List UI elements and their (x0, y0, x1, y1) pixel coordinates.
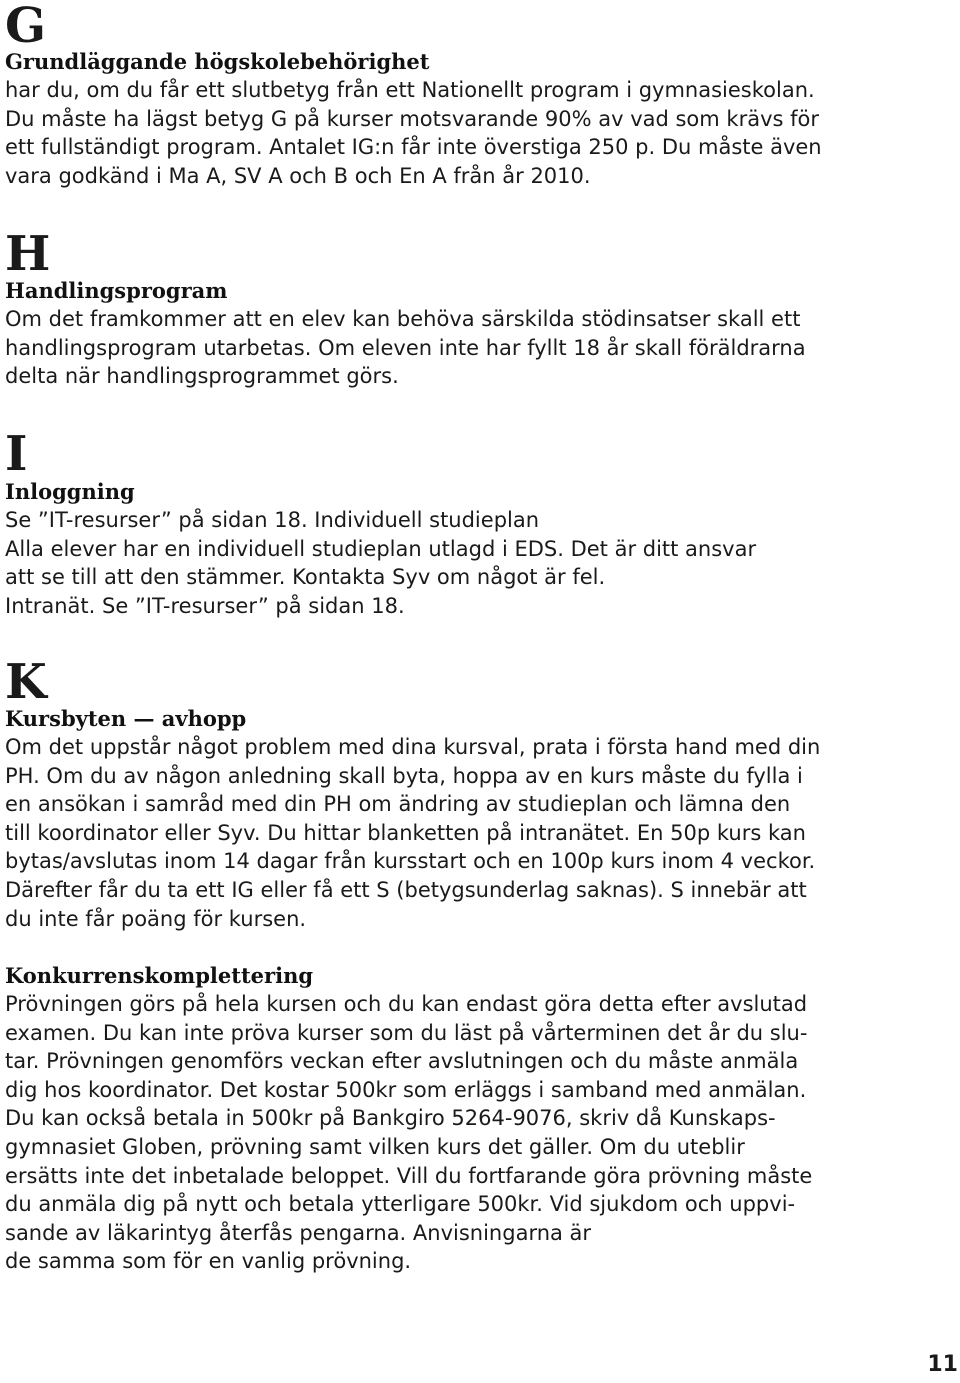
text-line: sande av läkarintyg återfås pengarna. Anvisningarna är (5, 1220, 592, 1245)
text-line: bytas/avslutas inom 14 dagar från kursstart och en 100p kurs inom 4 veckor. (5, 849, 816, 874)
section-letter-g: G (5, 0, 46, 54)
text-line: Alla elever har en individuell studieplan utlagd i EDS. Det är ditt ansvar (5, 536, 757, 561)
text-line: Intranät. Se ”IT-resurser” på sidan 18. (5, 593, 405, 618)
text-line: en ansökan i samråd med din PH om ändring av studieplan och lämna den (5, 792, 791, 817)
text-line: Se ”IT-resurser” på sidan 18. Individuell studieplan (5, 508, 540, 532)
text-line: Om det uppstår något problem med dina kursval, prata i första hand med din (5, 735, 821, 759)
text-line: Du kan också betala in 500kr på Bankgiro 5264-9076, skriv då Kunskaps- (5, 1106, 776, 1131)
text-line: vara godkänd i Ma A, SV A och B och En A från år 2010. (5, 163, 591, 188)
page-number: 11 (927, 1352, 958, 1377)
text-line: gymnasiet Globen, prövning samt vilken kurs det gäller. Om du uteblir (5, 1134, 745, 1159)
section-g (5, 0, 46, 54)
heading-kursbyten: Kursbyten — avhopp (5, 706, 247, 731)
text-line: PH. Om du av någon anledning skall byta, hoppa av en kurs måste du fylla i (5, 763, 803, 788)
heading-grundlaggande: Grundläggande högskolebehörighet (5, 49, 430, 74)
heading-konkurrenskomplettering: Konkurrenskomplettering (5, 963, 314, 988)
section-h-body (5, 277, 806, 391)
text-line: till koordinator eller Syv. Du hittar blanketten på intranätet. En 50p kurs kan (5, 820, 806, 845)
paragraph-k (5, 733, 820, 933)
section-letter-k: K (5, 654, 47, 710)
paragraph-h (5, 305, 806, 391)
text-line: Därefter får du ta ett IG eller få ett S (betygsunderlag saknas). S innebär att (5, 877, 807, 902)
text-line: dig hos koordinator. Det kostar 500kr som erläggs i samband med anmälan. (5, 1077, 807, 1102)
text-line: har du, om du får ett slutbetyg från ett Nationellt program i gymnasieskolan. (5, 78, 815, 102)
section-i-body (5, 478, 756, 620)
section-k-body (5, 705, 820, 933)
text-line: ett fullständigt program. Antalet IG:n får inte överstiga 250 p. Du måste även (5, 135, 822, 160)
text-line: du anmäla dig på nytt och betala ytterligare 500kr. Vid sjukdom och uppvi- (5, 1192, 796, 1217)
paragraph-konkurrens (5, 990, 812, 1276)
section-konkurrens-body (5, 962, 812, 1276)
text-line: de samma som för en vanlig prövning. (5, 1249, 412, 1274)
text-line: ersätts inte det inbetalade beloppet. Vill du fortfarande göra prövning måste (5, 1163, 813, 1188)
section-i (5, 426, 28, 482)
text-line: att se till att den stämmer. Kontakta Syv om något är fel. (5, 565, 606, 590)
section-h (5, 226, 51, 282)
section-letter-i: I (5, 426, 28, 482)
section-k (5, 654, 47, 710)
text-line: Prövningen görs på hela kursen och du kan endast göra detta efter avslutad (5, 992, 808, 1016)
section-letter-h: H (5, 226, 51, 282)
text-line: tar. Prövningen genomförs veckan efter avslutningen och du måste anmäla (5, 1049, 799, 1074)
heading-handlingsprogram: Handlingsprogram (5, 278, 228, 303)
heading-inloggning: Inloggning (5, 479, 135, 504)
text-line: Du måste ha lägst betyg G på kurser motsvarande 90% av vad som krävs för (5, 106, 819, 131)
text-line: delta när handlingsprogrammet görs. (5, 364, 399, 389)
text-line: handlingsprogram utarbetas. Om eleven inte har fyllt 18 år skall föräldrarna (5, 335, 806, 360)
text-line: examen. Du kan inte pröva kurser som du läst på vårterminen det år du slu- (5, 1020, 808, 1045)
paragraph-i (5, 506, 756, 620)
text-line: Om det framkommer att en elev kan behöva särskilda stödinsatser skall ett (5, 307, 801, 331)
text-line: du inte får poäng för kursen. (5, 906, 307, 931)
section-g-body (5, 48, 822, 190)
paragraph-g (5, 76, 822, 190)
